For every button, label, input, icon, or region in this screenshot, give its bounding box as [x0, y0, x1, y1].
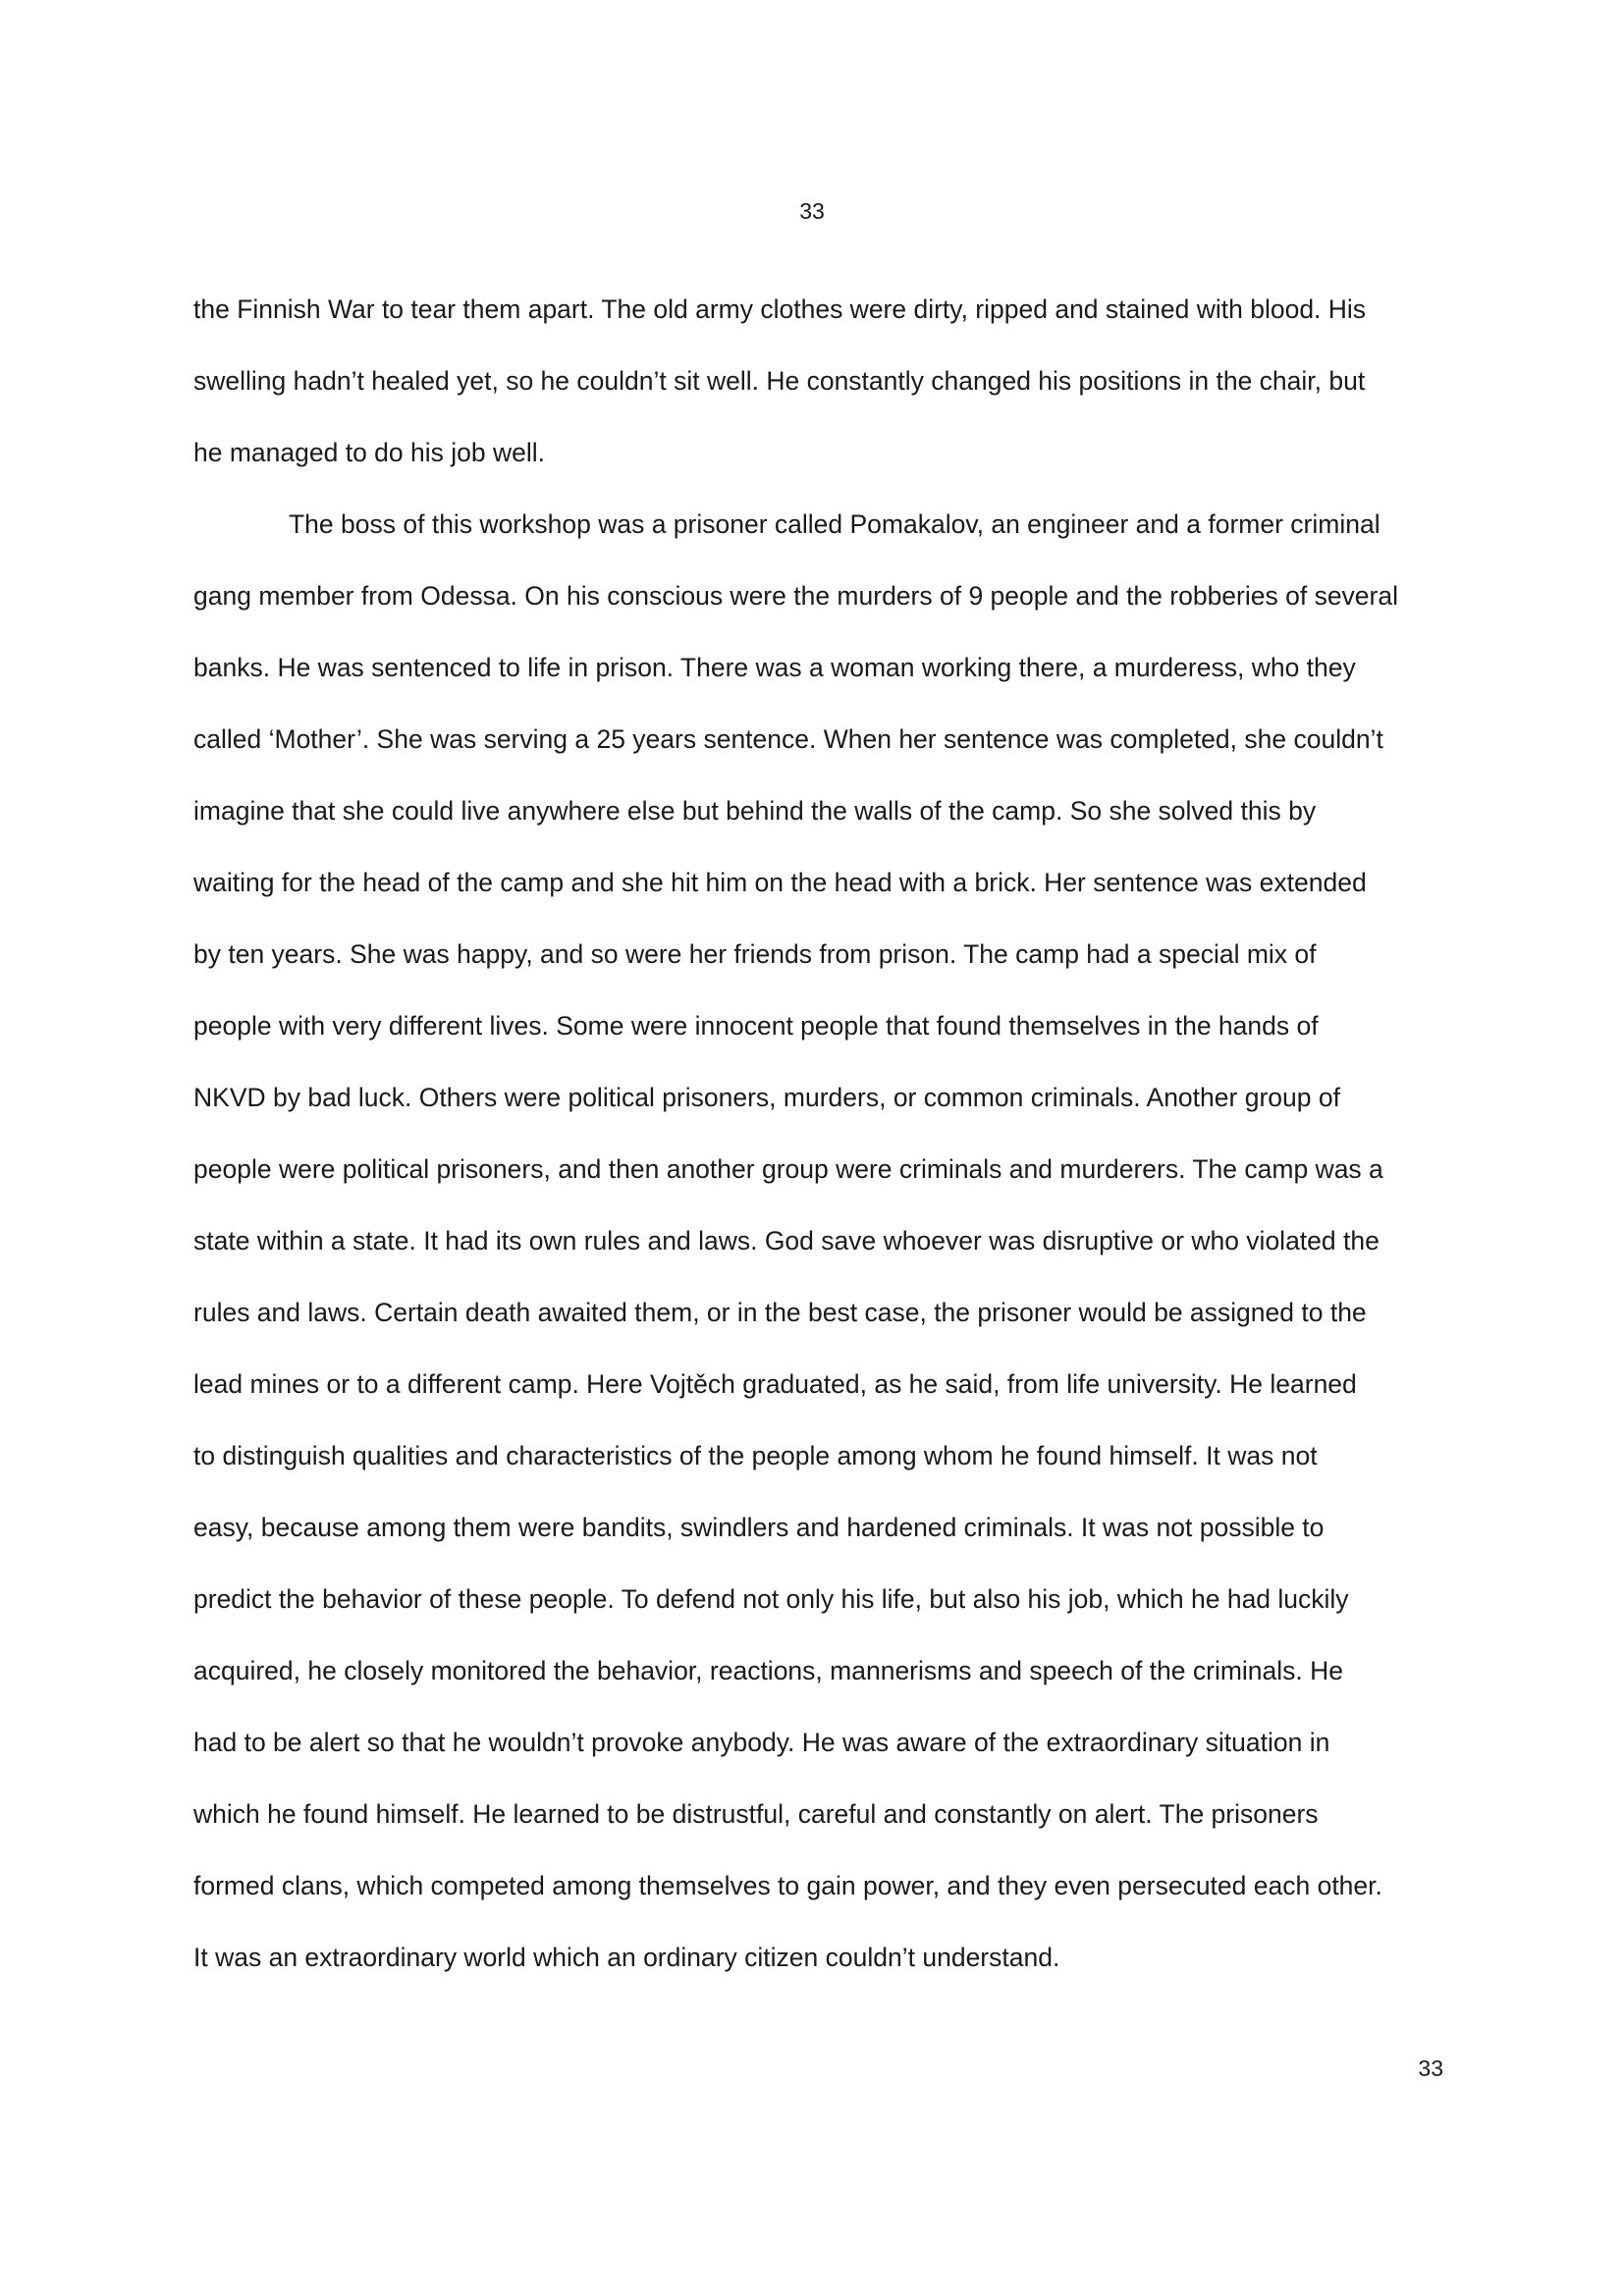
text-line: gang member from Odessa. On his conscious were the murders of 9 people and the robberies of several	[193, 581, 1398, 611]
page-number-footer: 33	[1418, 2056, 1443, 2081]
text-line: waiting for the head of the camp and she hit him on the head with a brick. Her sentence was extended	[193, 868, 1367, 897]
text-line: state within a state. It had its own rules and laws. God save whoever was disruptive or who violated the	[193, 1226, 1380, 1255]
text-line: which he found himself. He learned to be distrustful, careful and constantly on alert. The prisoners	[193, 1799, 1319, 1829]
paragraph-first-line: The boss of this workshop was a prisoner called Pomakalov, an engineer and a former criminal	[289, 509, 1380, 539]
text-line: NKVD by bad luck. Others were political prisoners, murders, or common criminals. Another group of	[193, 1083, 1340, 1112]
text-line: easy, because among them were bandits, swindlers and hardened criminals. It was not possible to	[193, 1513, 1325, 1542]
text-line: people were political prisoners, and then another group were criminals and murderers. The camp was a	[193, 1154, 1383, 1184]
body-text	[193, 294, 1460, 2014]
text-line: lead mines or to a different camp. Here Vojtěch graduated, as he said, from life university. He learned	[193, 1369, 1357, 1399]
text-line: rules and laws. Certain death awaited them, or in the best case, the prisoner would be assigned to the	[193, 1298, 1367, 1327]
text-line: called ‘Mother’. She was serving a 25 years sentence. When her sentence was completed, she couldn’t	[193, 724, 1383, 754]
text-line: by ten years. She was happy, and so were her friends from prison. The camp had a special mix of	[193, 939, 1317, 969]
page-number-header: 33	[799, 198, 825, 224]
text-line: people with very different lives. Some were innocent people that found themselves in the hands of	[193, 1011, 1319, 1041]
text-line: swelling hadn’t healed yet, so he couldn’t sit well. He constantly changed his positions in the chair, but	[193, 366, 1366, 396]
text-line: the Finnish War to tear them apart. The old army clothes were dirty, ripped and stained with blood. His	[193, 294, 1367, 324]
text-line: It was an extraordinary world which an ordinary citizen couldn’t understand.	[193, 1943, 1060, 1972]
text-line: he managed to do his job well.	[193, 438, 545, 467]
text-line: to distinguish qualities and characteristics of the people among whom he found himself. It was not	[193, 1441, 1318, 1470]
text-line: acquired, he closely monitored the behavior, reactions, mannerisms and speech of the criminals. He	[193, 1656, 1344, 1685]
text-line: predict the behavior of these people. To defend not only his life, but also his job, which he had luckily	[193, 1584, 1349, 1614]
text-line: had to be alert so that he wouldn’t provoke anybody. He was aware of the extraordinary situation in	[193, 1728, 1330, 1757]
text-line: banks. He was sentenced to life in prison. There was a woman working there, a murderess, who they	[193, 653, 1356, 682]
text-line: imagine that she could live anywhere else but behind the walls of the camp. So she solved this by	[193, 796, 1317, 826]
text-line: formed clans, which competed among themselves to gain power, and they even persecuted each other.	[193, 1871, 1382, 1900]
